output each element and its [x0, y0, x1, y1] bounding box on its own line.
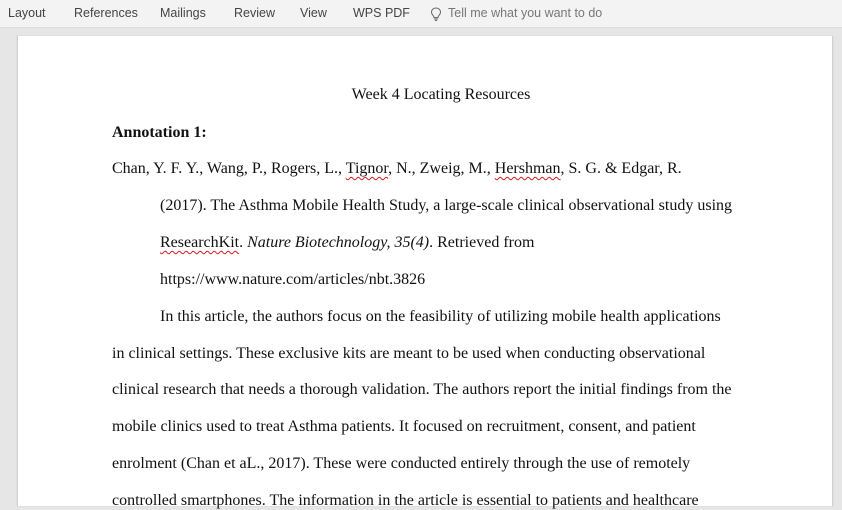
- citation-authors-part-3: , S. G. & Edgar, R.: [560, 160, 682, 177]
- tab-review[interactable]: Review: [234, 6, 275, 20]
- paragraph-line: enrolment (Chan et aL., 2017). These were conducted entirely through the use of remotely: [112, 455, 691, 472]
- spelling-error-hershman[interactable]: Hershman: [494, 160, 561, 177]
- spelling-error-tignor[interactable]: Tignor: [345, 160, 389, 177]
- annotation-heading: Annotation 1:: [112, 124, 207, 141]
- citation-retrieved: . Retrieved from: [429, 234, 535, 251]
- citation-line-3: [160, 234, 534, 252]
- citation-url: https://www.nature.com/articles/nbt.3826: [160, 271, 426, 288]
- paragraph-line: controlled smartphones. The information in the article is essential to patients and healthcare: [112, 492, 699, 509]
- document-title: Week 4 Locating Resources: [351, 86, 531, 103]
- citation-line-2: (2017). The Asthma Mobile Health Study, a large-scale clinical observational study using: [160, 197, 733, 214]
- citation-line-1: [112, 160, 682, 178]
- ribbon-tab-bar: [0, 0, 842, 28]
- paragraph-line: In this article, the authors focus on the feasibility of utilizing mobile health applications: [160, 308, 721, 325]
- journal-name: Nature Biotechnology, 35(4): [247, 234, 430, 251]
- tab-mailings[interactable]: Mailings: [160, 6, 206, 20]
- tab-view[interactable]: View: [300, 6, 327, 20]
- tab-layout[interactable]: Layout: [8, 6, 46, 20]
- tab-wps-pdf[interactable]: WPS PDF: [353, 6, 410, 20]
- paragraph-line: in clinical settings. These exclusive kits are meant to be used when conducting observational: [112, 345, 706, 362]
- citation-authors-part-1: Chan, Y. F. Y., Wang, P., Rogers, L.,: [112, 160, 346, 177]
- document-page[interactable]: [17, 36, 833, 509]
- citation-period: .: [239, 234, 248, 251]
- paragraph-line: mobile clinics used to treat Asthma patients. It focused on recruitment, consent, and patient: [112, 418, 696, 435]
- citation-authors-part-2: , N., Zweig, M.,: [388, 160, 495, 177]
- spelling-error-researchkit[interactable]: ResearchKit: [160, 234, 240, 251]
- paragraph-line: clinical research that needs a thorough validation. The authors report the initial findings from the: [112, 381, 732, 398]
- tab-references[interactable]: References: [74, 6, 138, 20]
- lightbulb-icon: [430, 7, 442, 21]
- tell-me-placeholder: Tell me what you want to do: [448, 6, 603, 20]
